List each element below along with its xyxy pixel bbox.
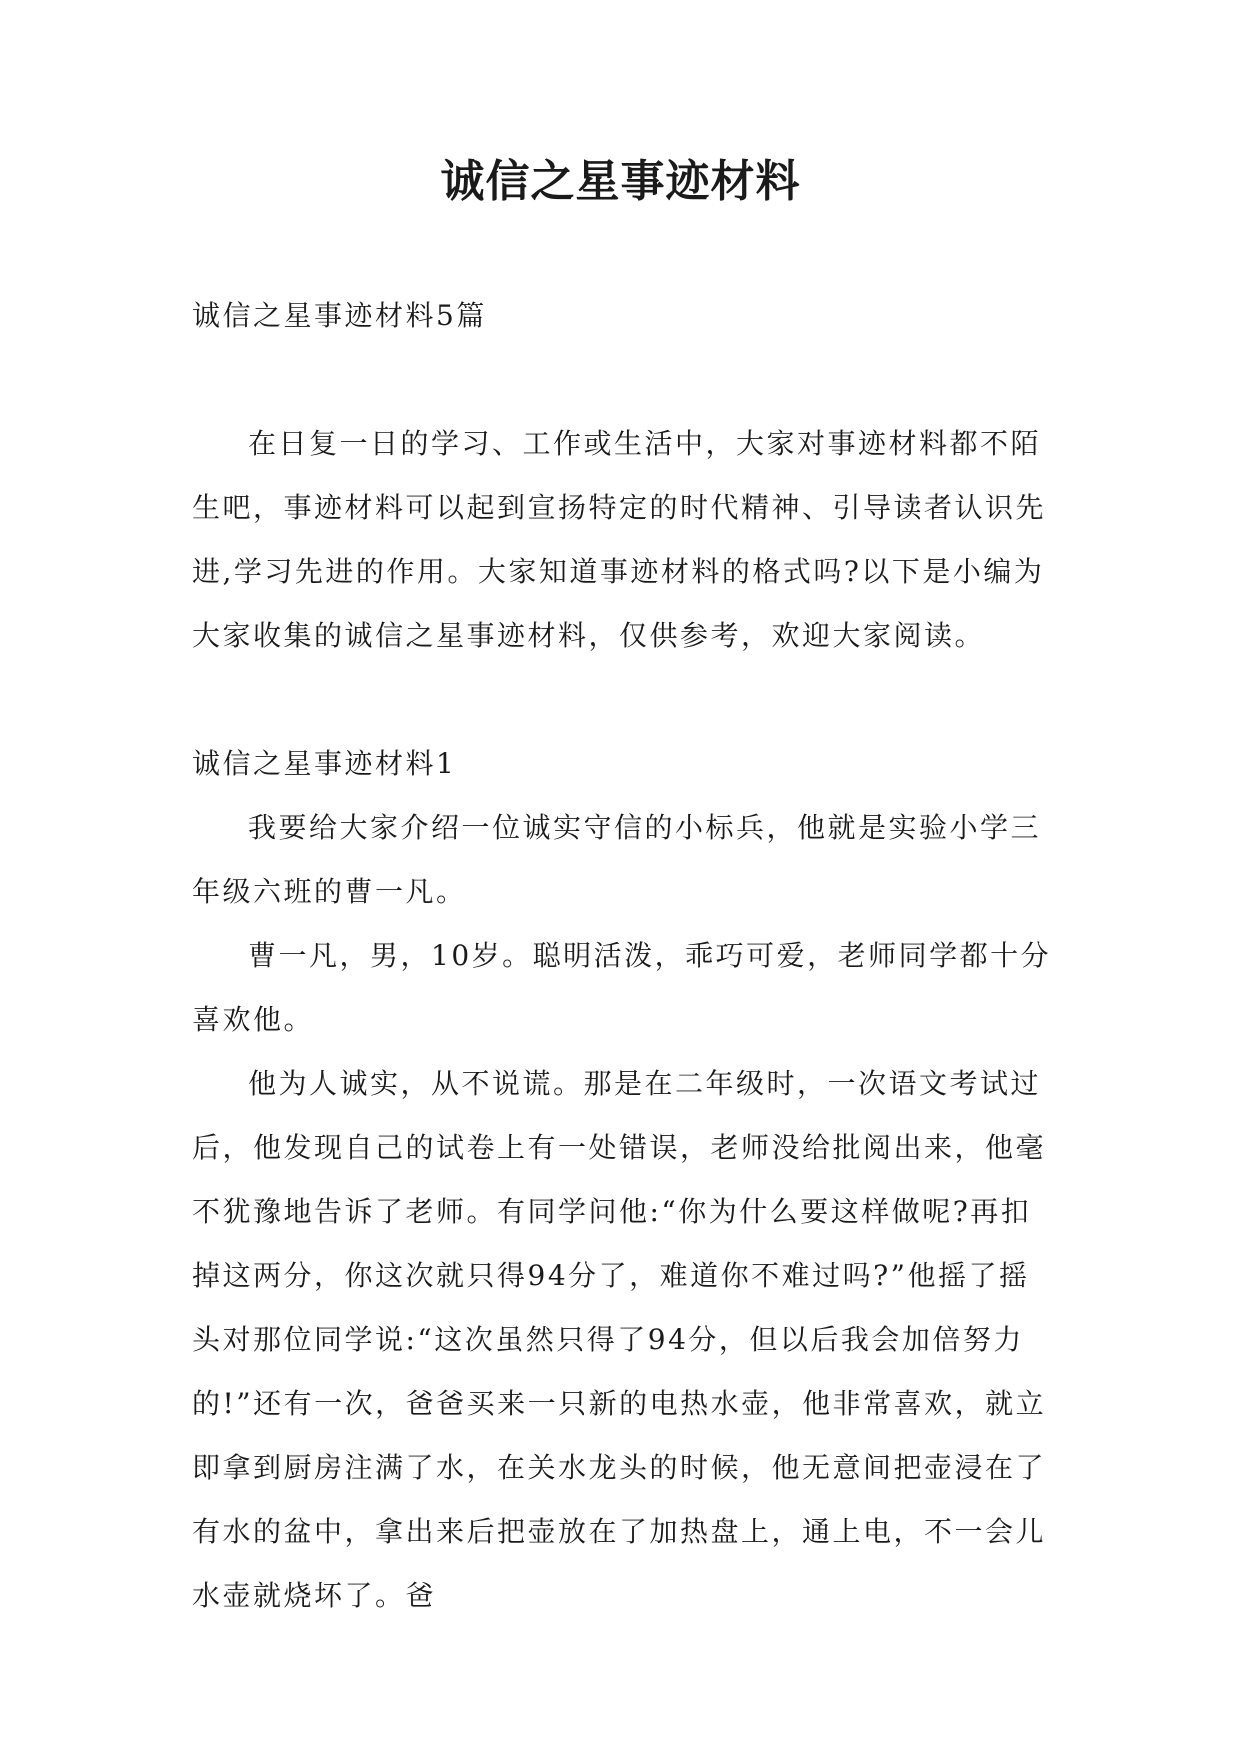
document-subtitle: 诚信之星事迹材料5篇: [192, 299, 487, 332]
intro-paragraph: 在日复一日的学习、工作或生活中，大家对事迹材料都不陌生吧，事迹材料可以起到宣扬特定的时代精神、引导读者认识先进,学习先进的作用。大家知道事迹材料的格式吗?以下是小编为大家收集的诚信之星事迹材料，仅供参考，欢迎大家阅读。: [192, 427, 1047, 652]
document-body: [192, 284, 1052, 1628]
spacer: [192, 668, 1052, 732]
section-heading: 诚信之星事迹材料1: [192, 747, 457, 780]
spacer: [192, 348, 1052, 412]
document-title: 诚信之星事迹材料: [440, 156, 801, 207]
body-paragraph: 曹一凡，男，10岁。聪明活泼，乖巧可爱，老师同学都十分喜欢他。: [192, 939, 1052, 1036]
body-paragraph: 他为人诚实，从不说谎。那是在二年级时，一次语文考试过后，他发现自己的试卷上有一处错误，老师没给批阅出来，他毫不犹豫地告诉了老师。有同学问他:“你为什么要这样做呢?再扣掉这两分，你这次就只得94分了，难道你不难过吗?”他摇了摇头对那位同学说:“这次虽然只得了94分，但以后我会加倍努力的!”还有一次，爸爸买来一只新的电热水壶，他非常喜欢，就立即拿到厨房注满了水，在关水龙头的时候，他无意间把壶浸在了有水的盆中，拿出来后把壶放在了加热盘上，通上电，不一会儿水壶就烧坏了。爸: [192, 1067, 1047, 1612]
body-paragraph: 我要给大家介绍一位诚实守信的小标兵，他就是实验小学三年级六班的曹一凡。: [192, 811, 1042, 908]
